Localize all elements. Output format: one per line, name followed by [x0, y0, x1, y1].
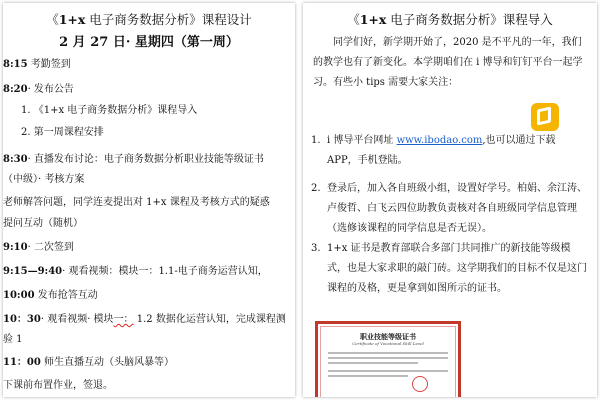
item-2: 登录后，加入各自班级小组，设置好学号。柏娟、余江涛、卢俊哲、白飞云四位助教负责核对各自班级同学信息管理（选修该课程的同学信息是否无误）。 — [327, 183, 587, 234]
schedule-subitem: 1. 《1+x 电子商务数据分析》课程导入 — [21, 105, 198, 116]
app-icon — [531, 103, 559, 131]
left-page — [3, 3, 295, 397]
schedule-line: 8:30· 直播发布讨论：电子商务数据分析职业技能等级证书 — [3, 154, 264, 165]
schedule-line: （中级）· 考核方案 — [3, 174, 85, 185]
left-date — [3, 33, 295, 52]
schedule-line: 老师解答问题，同学连麦提出对 1+x 课程及考核方式的疑惑 — [3, 197, 270, 208]
left-title — [3, 11, 295, 28]
item-3: 1+x 证书是教育部联合多部门共同推广的新技能等级模式，也是大家求职的敲门砖。这学期我们的目标不仅是这门课程的及格，更是拿到如图所示的证书。 — [327, 243, 587, 294]
title-bold: 1+x — [58, 12, 86, 27]
title-post: 电子商务数据分析》课程设计 — [85, 12, 252, 27]
title-pre: 《 — [46, 12, 59, 27]
item-number: 2. — [311, 183, 321, 194]
schedule-line: 10：30· 观看视频· 模块一： 1.2 数据化运营认知，完成课程测 — [3, 314, 286, 325]
schedule-line: 验 1 — [3, 334, 23, 345]
seal-icon — [412, 376, 428, 392]
schedule-subitem: 2. 第一周课程安排 — [21, 127, 104, 138]
certificate-subtitle: Certificate of Vocational Skill Level — [352, 341, 424, 346]
intro-paragraph: 同学们好，新学期开始了，2020 是不平凡的一年，我们的教学也有了新变化。本学期咱们在 i 博导和钉钉平台一起学习。有些小 tips 需要大家关注： — [313, 37, 583, 88]
schedule-line: 8:15 考勤签到 — [3, 59, 71, 70]
schedule-line: 9:15—9:40· 观看视频：模块一：1.1-电子商务运营认知， — [3, 266, 268, 277]
certificate-image — [315, 321, 461, 397]
date-heading: 2 月 27 日· 星期四（第一周） — [59, 35, 239, 50]
schedule-line: 10:00 发布抢答互动 — [3, 290, 98, 301]
right-title: 《1+x 电子商务数据分析》课程导入 — [347, 12, 553, 27]
item-1: i 博导平台网址 www.ibodao.com,也可以通过下载 APP，手机登陆。 — [327, 135, 556, 166]
certificate-title: 职业技能等级证书 — [360, 332, 416, 341]
schedule-line: 9:10· 二次签到 — [3, 242, 74, 253]
schedule-line: 11：00 师生直播互动（头脑风暴等） — [3, 357, 175, 368]
ibodao-link[interactable]: www.ibodao.com — [396, 135, 483, 146]
item-number: 3. — [311, 243, 321, 254]
schedule-line: 8:20· 发布公告 — [3, 84, 74, 95]
right-page — [303, 3, 597, 397]
item-number: 1. — [311, 135, 321, 146]
schedule-line: 下课前布置作业，签退。 — [3, 380, 113, 391]
schedule-line: 提问互动（随机） — [3, 218, 83, 229]
